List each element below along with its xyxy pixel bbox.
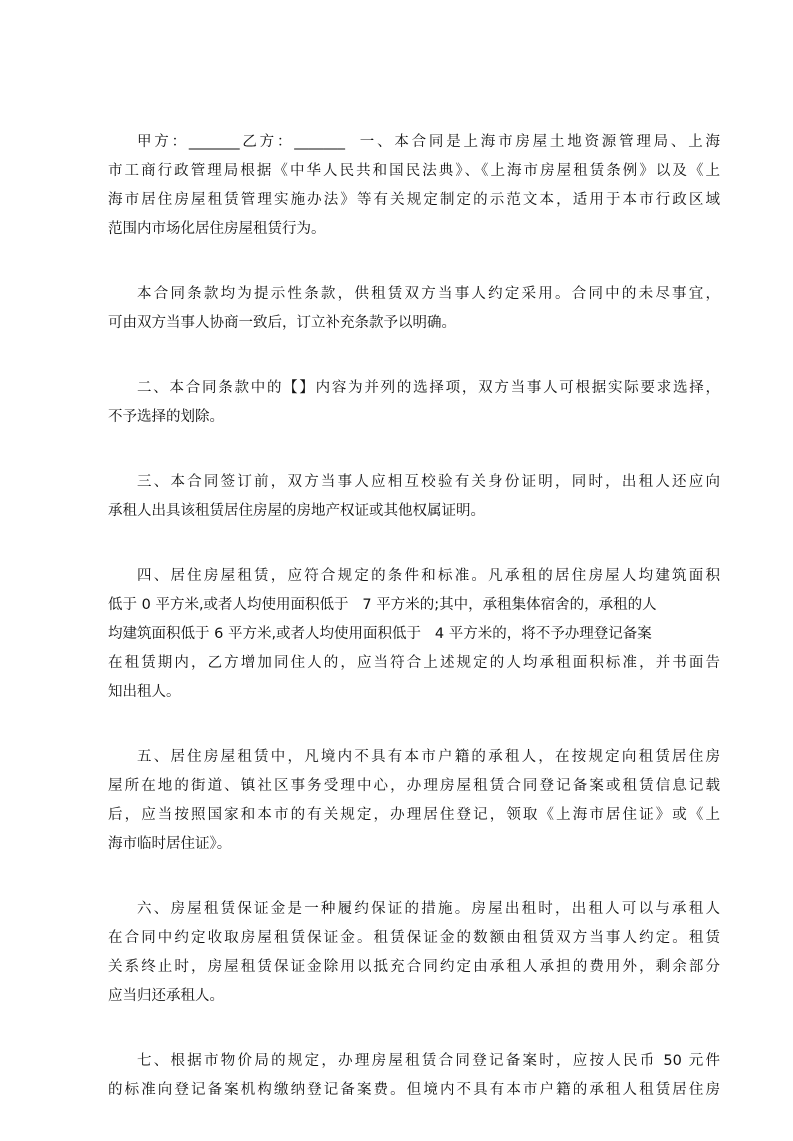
text-line: 海市临时居住证》。 — [108, 836, 232, 852]
text-line: 七、根据市物价局的规定，办理房屋租赁合同登记备案时，应按人民币 50 元件 — [137, 1053, 720, 1069]
text-line: 六、房屋租赁保证金是一种履约保证的措施。房屋出租时，出租人可以与承租人 — [137, 901, 720, 917]
text-line: 均建筑面积低于 6 平方米,或者人均使用面积低于 4 平方米的，将不予办理登记备案 — [108, 626, 652, 642]
text-line: 本合同条款均为提示性条款，供租赁双方当事人约定采用。合同中的未尽事宜， — [137, 286, 720, 302]
paragraph-7 — [108, 895, 720, 1011]
text-line: 屋所在地的街道、镇社区事务受理中心，办理房屋租赁合同登记备案或租赁信息记载 — [108, 778, 720, 794]
paragraph-1 — [108, 128, 720, 244]
text-line: 应当归还承租人。 — [108, 988, 224, 1004]
text-line: 四、居住房屋租赁，应符合规定的条件和标准。凡承租的居住房屋人均建筑面积 — [137, 568, 720, 584]
paragraph-3 — [108, 374, 720, 432]
text-line: 五、居住房屋租赁中，凡境内不具有本市户籍的承租人，在按规定向租赁居住房 — [137, 749, 720, 765]
text-line: 可由双方当事人协商一致后，订立补充条款予以明确。 — [108, 315, 456, 331]
text-line: 承租人出具该租赁居住房屋的房地产权证或其他权属证明。 — [108, 503, 485, 519]
text-line: 范围内市场化居住房屋租赁行为。 — [108, 221, 326, 237]
text-line: 后，应当按照国家和本市的有关规定，办理居住登记，领取《上海市居住证》或《上 — [108, 807, 720, 823]
text-line: 海市居住房屋租赁管理实施办法》等有关规定制定的示范文本，适用于本市行政区域 — [108, 192, 720, 208]
text-line: 知出租人。 — [108, 684, 181, 700]
paragraph-4 — [108, 468, 720, 526]
paragraph-5 — [108, 562, 720, 707]
paragraph-8 — [108, 1047, 720, 1105]
paragraph-2 — [108, 280, 720, 338]
text-line: 低于 0 平方米,或者人均使用面积低于 7 平方米的;其中，承租集体宿舍的，承租的人 — [108, 597, 657, 613]
text-line: 不予选择的划除。 — [108, 409, 224, 425]
paragraph-6 — [108, 743, 720, 859]
document-body — [108, 128, 720, 1141]
text-line: 在合同中约定收取房屋租赁保证金。租赁保证金的数额由租赁双方当事人约定。租赁 — [108, 930, 720, 946]
text-line: 关系终止时，房屋租赁保证金除用以抵充合同约定由承租人承担的费用外，剩余部分 — [108, 959, 720, 975]
text-line: 的标准向登记备案机构缴纳登记备案费。但境内不具有本市户籍的承租人租赁居住房 — [108, 1082, 720, 1098]
text-line: 市工商行政管理局根据《中华人民共和国民法典》、《上海市房屋租赁条例》以及《上 — [108, 163, 720, 179]
text-line: 二、本合同条款中的【】内容为并列的选择项，双方当事人可根据实际要求选择， — [137, 380, 720, 396]
text-line: 甲方：_______乙方：_______ 一、本合同是上海市房屋土地资源管理局、上海 — [137, 134, 720, 150]
text-line: 在租赁期内，乙方增加同住人的，应当符合上述规定的人均承租面积标准，并书面告 — [108, 655, 720, 671]
text-line: 三、本合同签订前，双方当事人应相互校验有关身份证明，同时，出租人还应向 — [137, 474, 720, 490]
